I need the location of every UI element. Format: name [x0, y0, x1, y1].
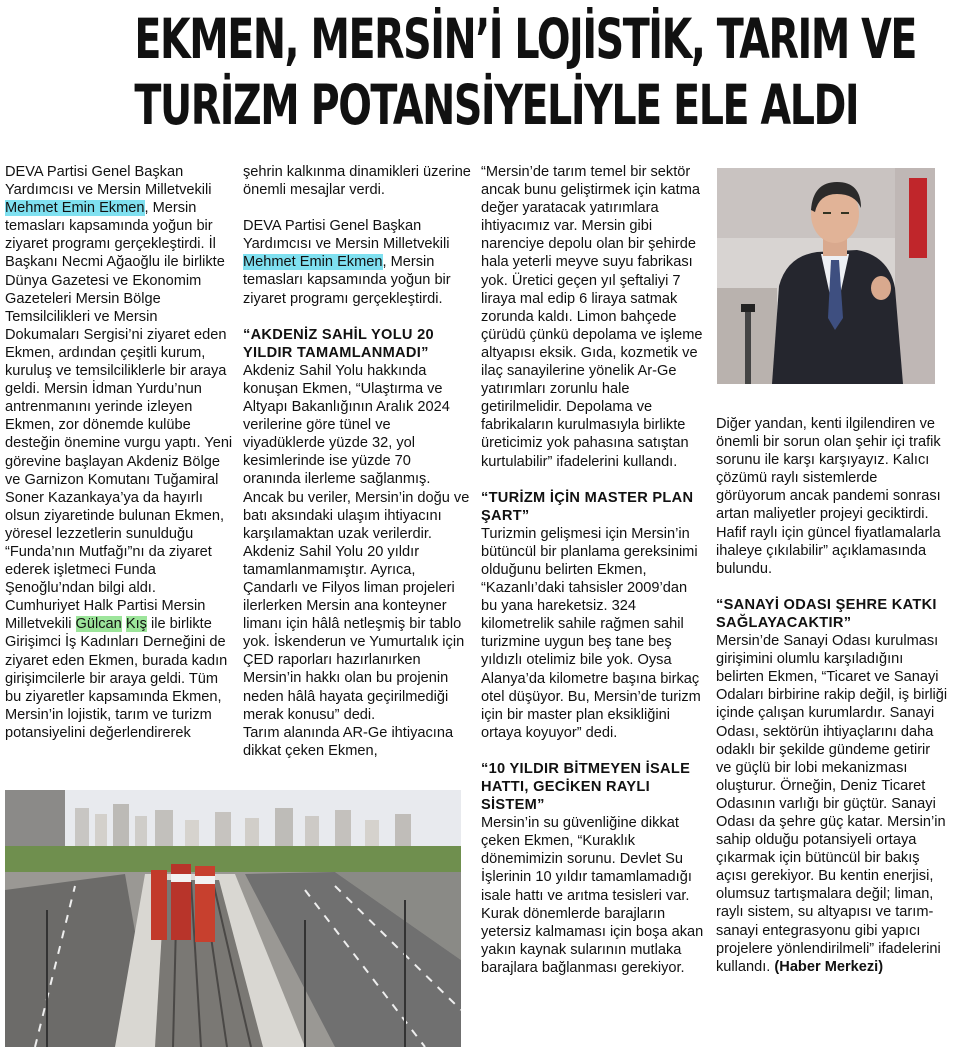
- subheading: “AKDENİZ SAHİL YOLU 20 YILDIR TAMAMLANMADI”: [243, 326, 434, 361]
- paragraph: Tarım alanında AR-Ge ihtiyacına dikkat çeken Ekmen,: [243, 724, 454, 759]
- paragraph: Mersin’de Sanayi Odası kurulması girişimini olumlu karşıladığını belirten Ekmen, “Ticaret ve Sanayi Odaları birbirine rakip değil, iş birliği içinde çalışan kurumlardır. Sanayi Odası, sektörün ihtiyaçlarını daha odaklı bir şekilde gündeme getirir ve güçlü bir lobi mekanizması oluşturur. Örneğin, Deniz Ticaret Odasının varlığı bir güçtür. Sanayi Odası da şehre güç katar. Mersin’in sahip olduğu potansiyeli ortaya çıkarmak için bütüncül bir bakış açısı gerekiyor. Bu kentin enerjisi, olumsuz tartışmalara değil; liman, raylı sistem, su altyapısı ve tarım-sanayi entegrasyonu gibi yapıcı projelere yönlendirilmeli” ifadelerini kullandı. (Haber Merkezi): [716, 633, 948, 975]
- byline-credit: (Haber Merkezi): [774, 958, 884, 975]
- paragraph: DEVA Partisi Genel Başkan Yardımcısı ve Mersin Milletvekili Mehmet Emin Ekmen, Mersin temasları kapsamında yoğun bir ziyaret programı gerçekleştirdi. İl Başkanı Necmi Ağaoğlu ile birlikte Dünya Gazetesi ve Ekonomim Gazeteleri Mersin Bölge Temsilcilikleri ve Mersin Dokumaları Sergisi’ni ziyaret eden Ekmen, ardından çeşitli kurum, kuruluş ve temsilciliklerle bir araya geldi. Mersin İdman Yurdu’nun antrenmanını yerinde izleyen Ekmen, zor dönemde kulübe desteğin önemine vurgu yaptı. Yeni görevine başlayan Akdeniz Bölge ve Garnizon Komutanı Tuğamiral Soner Kazankaya’ya da hayırlı olsun ziyaretinde bulunan Ekmen, yöresel lezzetlerin sunulduğu “Funda’nın Mutfağı”nı da ziyaret ederek işletmeci Funda Şenoğlu’ndan bilgi aldı. Cumhuriyet Halk Partisi Mersin Milletvekili Gülcan Kış ile birlikte Girişimci İş Kadınları Derneğini de ziyaret eden Ekmen, burada kadın girişimcilerle bir araya geldi. Tüm bu ziyaretler kapsamında Ekmen, Mersin’in lojistik, tarım ve turizm potansiyelini değerlendirerek: [5, 164, 233, 741]
- light-rail-and-road-image: [5, 790, 461, 1047]
- paragraph: Mersin’in su güvenliğine dikkat çeken Ekmen, “Kuraklık dönemimizin sorunu. Devlet Su İşlerinin 10 yıldır tamamlamadığı isale hattı ve arıtma tesisleri var. Kurak dönemlerde barajların yetersiz kalmaması için boşa akan yakın kaynak sularının mutlaka barajlara bağlanması gerekiyor.: [481, 815, 704, 976]
- highlighted-name: Gülcan: [75, 616, 122, 633]
- article-column-1: [5, 163, 233, 742]
- article-column-2: [243, 163, 471, 760]
- headline-line-2: TURİZM POTANSİYELİYLE ELE ALDI: [134, 73, 859, 137]
- portrait-photo: [717, 168, 935, 384]
- subheading: “10 YILDIR BİTMEYEN İSALE HATTI, GECİKEN RAYLI SİSTEM”: [481, 760, 691, 814]
- paragraph: DEVA Partisi Genel Başkan Yardımcısı ve Mersin Milletvekili Mehmet Emin Ekmen, Mersin temasları kapsamında yoğun bir ziyaret programı gerçekleştirdi.: [243, 218, 451, 307]
- subheading: “SANAYİ ODASI ŞEHRE KATKI SAĞLAYACAKTIR”: [716, 596, 937, 631]
- paragraph: şehrin kalkınma dinamikleri üzerine önemli mesajlar verdi.: [243, 164, 471, 199]
- highlighted-name: Mehmet Emin Ekmen: [243, 254, 383, 271]
- subheading: “TURİZM İÇİN MASTER PLAN ŞART”: [481, 489, 694, 524]
- article-column-3: [481, 163, 707, 977]
- article-column-4: [716, 415, 948, 976]
- paragraph: “Mersin’de tarım temel bir sektör ancak bunu geliştirmek için katma değer yaratacak yatırımlara ihtiyacımız var. Mersin gibi narenciye depolu olan bir şehirde hala yeterli meyve suyu fabrikası yok. Üretici geçen yıl şeftaliyi 7 liraya mal edip 6 liraya satmak zorunda kaldı. Limon bahçede çürüdü çünkü depolama ve işleme altyapısı eksik. Gıda, kozmetik ve ilaç sanayilerine yönelik Ar-Ge yatırımları zorunlu hale getirilmelidir. Depolama ve fabrikaların kurulmasıyla birlikte üreticimiz yok pahasına satıştan kurtulabilir” ifadelerini kullandı.: [481, 164, 703, 470]
- paragraph: Akdeniz Sahil Yolu hakkında konuşan Ekmen, “Ulaştırma ve Altyapı Bakanlığının Aralık 2024 verilerine göre tünel ve viyadüklerde yüzde 32, yol kesimlerinde ise yüzde 70 oranında ilerleme sağlanmış. Ancak bu veriler, Mersin’in doğu ve batı aksındaki ulaşım ihtiyacını karşılamaktan uzak verilerdir. Akdeniz Sahil Yolu 20 yıldır tamamlanmamıştır. Ayrıca, Çandarlı ve Filyos liman projeleri ilerlerken Mersin ana konteyner limanı için hâlâ netleşmiş bir tablo yok. İskenderun ve Yumurtalık için ÇED raporları hazırlanırken Mersin’in hakkı olan bu projenin neden hâlâ hayata geçirilmediği merak konusu” dedi.: [243, 362, 470, 723]
- headline: [134, 6, 916, 138]
- man-speaking-at-podium-image: [717, 168, 935, 384]
- highlighted-name: Mehmet Emin Ekmen: [5, 200, 145, 217]
- paragraph: Turizmin gelişmesi için Mersin’in bütüncül bir planlama gereksinimi olduğunu belirten Ekmen, “Kazanlı’daki tahsisler 2009’dan bu yana hareketsiz. 324 kilometrelik sahile rağmen sahil turizmine uygun beş tane beş yıldızlı otelimiz bile yok. Oysa Alanya’da kilometre başına birkaç otel düşüyor. Bu, Mersin’de turizm için bir master plan eksikliğini ortaya koyuyor” dedi.: [481, 525, 701, 741]
- headline-line-1: EKMEN, MERSİN’İ LOJİSTİK, TARIM VE: [134, 7, 916, 71]
- highlighted-name: Kış: [125, 616, 147, 633]
- tram-highway-photo: [5, 790, 461, 1047]
- paragraph: Diğer yandan, kenti ilgilendiren ve önemli bir sorun olan şehir içi trafik sorunu ile karşı karşıyayız. Kalıcı çözümü raylı sistemlerde görüyorum ancak pandemi sonrası artan maliyetler projeyi geciktirdi. Hafif raylı için güncel fiyatlamalarla ihaleye çıkılabilir” açıklamasında bulundu.: [716, 416, 941, 577]
